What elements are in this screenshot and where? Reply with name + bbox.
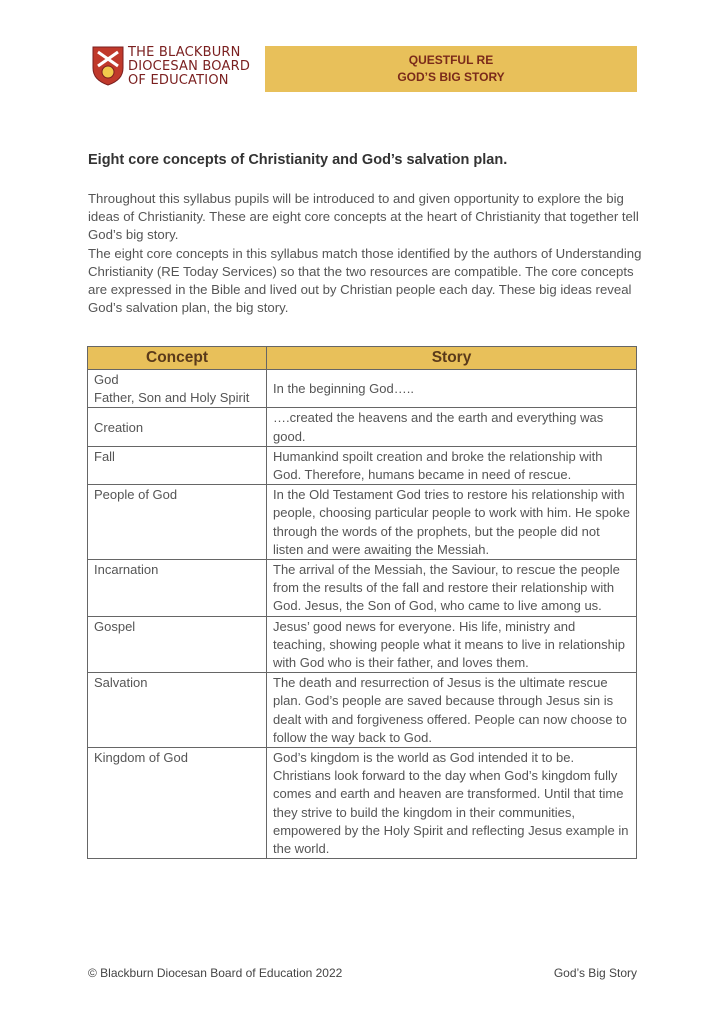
crest-icon	[92, 46, 124, 86]
story-cell: Jesus’ good news for everyone. His life, ministry and teaching, showing people what it means to live in relationship with God who is their father, and loves them.	[267, 616, 637, 673]
intro-text	[88, 190, 648, 317]
table-row	[88, 748, 637, 859]
concept-cell: Gospel	[88, 616, 267, 673]
page-heading: Eight core concepts of Christianity and God’s salvation plan.	[88, 152, 508, 168]
concept-cell: Creation	[88, 408, 267, 446]
story-cell: In the beginning God…..	[267, 370, 637, 408]
header-story: Story	[267, 347, 637, 370]
logo-wordmark: THE BLACKBURN DIOCESAN BOARD OF EDUCATION	[128, 45, 251, 88]
table-header-row	[88, 347, 637, 370]
footer-title: God’s Big Story	[553, 966, 637, 980]
table-row	[88, 485, 637, 560]
table-row	[88, 673, 637, 748]
story-cell: ….created the heavens and the earth and everything was good.	[267, 408, 637, 446]
table-row	[88, 446, 637, 484]
concepts-table	[87, 346, 637, 859]
story-cell: The death and resurrection of Jesus is the ultimate rescue plan. God’s people are saved because through Jesus sin is dealt with and forgiveness offered. People can now choose to follow the way back to God.	[267, 673, 637, 748]
banner-title: QUESTFUL RE	[408, 53, 494, 67]
footer-copyright: © Blackburn Diocesan Board of Education 2022	[88, 966, 343, 980]
header-concept: Concept	[88, 347, 267, 370]
table-row	[88, 560, 637, 617]
concept-cell: Fall	[88, 446, 267, 484]
story-cell: Humankind spoilt creation and broke the relationship with God. Therefore, humans became in need of rescue.	[267, 446, 637, 484]
logo	[92, 46, 252, 90]
header-banner	[265, 46, 637, 92]
story-cell: The arrival of the Messiah, the Saviour, to rescue the people from the results of the fall and restore their relationship with God. Jesus, the Son of God, who came to live among us.	[267, 560, 637, 617]
concept-cell: God Father, Son and Holy Spirit	[88, 370, 267, 408]
concept-cell: People of God	[88, 485, 267, 560]
table-row	[88, 370, 637, 408]
table-row	[88, 616, 637, 673]
concept-cell: Kingdom of God	[88, 748, 267, 859]
intro-paragraph-2: The eight core concepts in this syllabus match those identified by the authors of Understanding Christianity (RE Today Services) so that the two resources are compatible. The core concepts are expressed in the Bible and lived out by Christian people each day. These big ideas reveal God’s salvation plan, the big story.	[88, 245, 642, 316]
table-row	[88, 408, 637, 446]
banner-subtitle: GOD’S BIG STORY	[397, 70, 505, 84]
concept-cell: Incarnation	[88, 560, 267, 617]
concept-cell: Salvation	[88, 673, 267, 748]
story-cell: In the Old Testament God tries to restore his relationship with people, choosing particular people to work with him. He spoke through the words of the prophets, but the people did not listen and were awaiting the Messiah.	[267, 485, 637, 560]
story-cell: God’s kingdom is the world as God intended it to be. Christians look forward to the day when God’s kingdom fully comes and earth and heaven are transformed. Until that time they strive to build the kingdom in their communities, empowered by the Holy Spirit and reflecting Jesus example in the world.	[267, 748, 637, 859]
intro-paragraph-1: Throughout this syllabus pupils will be introduced to and given opportunity to explore the big ideas of Christianity. These are eight core concepts at the heart of Christianity that together tell God’s big story.	[88, 191, 639, 243]
